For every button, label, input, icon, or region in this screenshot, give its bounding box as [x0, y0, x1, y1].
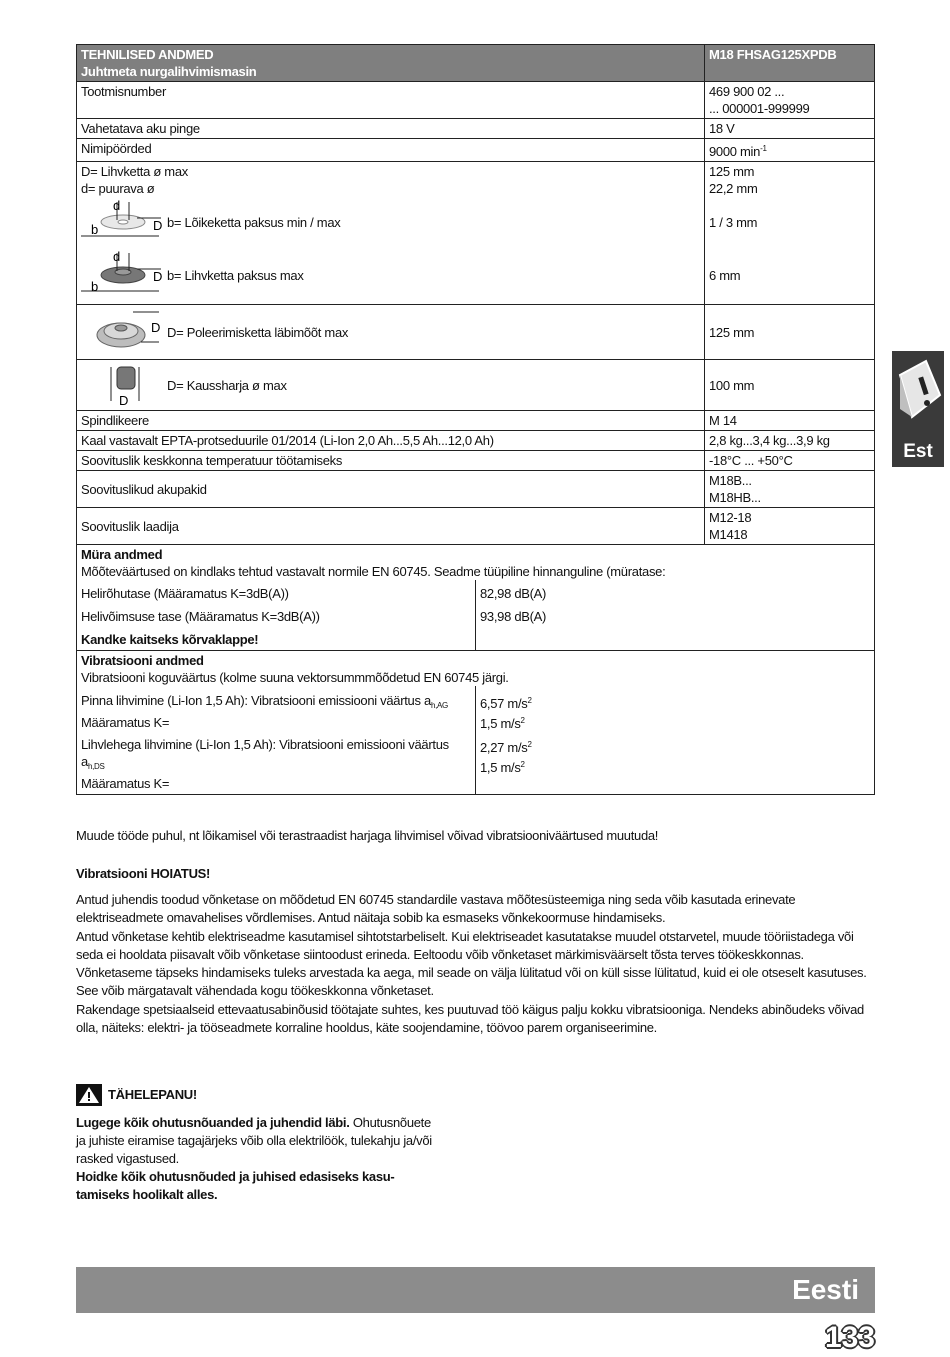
spec-label: b= Lõikeketta paksus min / max	[167, 214, 341, 230]
noise-intro: Mõõteväärtused on kindlaks tehtud vastavalt normile EN 60745. Seadme tüüpiline hinnanguline (müratase:	[81, 564, 666, 579]
spec-value-sup: -1	[760, 144, 767, 153]
spec-value: M12-18	[709, 510, 752, 525]
vibration-label: Lihvlehega lihvimine (Li-Ion 1,5 Ah): Vibratsiooni emissiooni väärtus a	[81, 737, 449, 769]
page-number: 133	[824, 1321, 875, 1354]
pic-label-D: D	[151, 320, 161, 335]
spec-value: 6 mm	[709, 267, 741, 283]
spec-label: Tootmisnumber	[77, 82, 705, 119]
vibration-warning-body	[76, 891, 876, 1037]
spec-value: 469 900 02 ...	[709, 84, 785, 99]
spec-label: d= puurava ø	[81, 181, 155, 196]
tech-data-table	[76, 44, 875, 795]
vibration-value: 6,57 m/s	[480, 696, 528, 711]
vibration-value: 2,27 m/s	[480, 740, 528, 755]
attention-bold-2: Hoidke kõik ohutusnõuded ja juhised edasiseks kasu-	[76, 1169, 395, 1184]
vibration-change-note: Muude tööde puhul, nt lõikamisel või terastraadist harjaga lihvimisel võivad vibratsiooniväärtused muutuda!	[76, 828, 659, 843]
cutting-disc-icon	[81, 198, 167, 246]
spec-value: 18 V	[705, 119, 875, 139]
spec-value: M 14	[705, 411, 875, 431]
language-side-tab	[892, 351, 944, 467]
spec-label: Soovituslikud akupakid	[77, 471, 705, 508]
vibration-label: Pinna lihvimine (Li-Ion 1,5 Ah): Vibratsiooni emissiooni väärtus a	[81, 693, 431, 708]
spec-label: D= Lihvketta ø max	[81, 164, 188, 179]
vibration-intro: Vibratsiooni koguväärtus (kolme suuna vektorsummmõõdetud EN 60745 järgi.	[81, 670, 509, 685]
noise-label: Helivõimsuse tase (Määramatus K=3dB(A))	[81, 609, 320, 624]
warning-triangle-icon	[76, 1084, 102, 1106]
pic-label-d: d	[113, 251, 120, 264]
attention-bold-2: tamiseks hoolikalt alles.	[76, 1187, 218, 1202]
unit-sup: 2	[520, 716, 525, 725]
grinding-disc-icon	[81, 251, 167, 299]
paragraph: Antud juhendis toodud võnketase on mõõdetud EN 60745 standardile vastava mõõtesüsteemiga ning seda võib kasutada erinevate elektriseadmete omavahelises võrdlemises. Antud näitaja sobib ka esmaseks võnkekoormuse hindamiseks.	[76, 892, 796, 926]
spec-label: Soovituslik keskkonna temperatuur töötamiseks	[77, 451, 705, 471]
footer-language: Eesti	[792, 1274, 859, 1305]
spec-value: 2,8 kg...3,4 kg...3,9 kg	[705, 431, 875, 451]
paragraph: Rakendage spetsiaalseid ettevaatusabinõusid töötajate suhtes, kes puutuvad töö käigus palju kokku vibratsiooniga. Nendeks abinõudeks võivad olla, näiteks: elektri- ja tööseadmete korraline hooldus, käte soojendamine, töövoo parem organiseerimine.	[76, 1001, 864, 1036]
spec-label: Soovituslik laadija	[77, 508, 705, 545]
vibration-title: Vibratsiooni andmed	[81, 653, 204, 668]
spec-value: M18HB...	[709, 490, 761, 505]
spec-label: D= Kaussharja ø max	[167, 377, 287, 393]
uncertainty-value: 1,5 m/s	[480, 716, 521, 731]
attention-text: rasked vigastused.	[76, 1151, 179, 1166]
hearing-protection-warning: Kandke kaitseks kõrvaklappe!	[81, 632, 259, 647]
table-subtitle: Juhtmeta nurgalihvimismasin	[81, 64, 257, 79]
spec-value: 1 / 3 mm	[709, 214, 758, 230]
spec-value: 125 mm	[709, 164, 755, 179]
attention-text: Ohutusnõuete	[349, 1115, 431, 1130]
vibration-label-sub: h,AG	[430, 701, 448, 710]
polishing-pad-icon	[81, 308, 167, 356]
pic-label-D: D	[119, 393, 129, 408]
vibration-warning-title: Vibratsiooni HOIATUS!	[76, 866, 211, 881]
model-name: M18 FHSAG125XPDB	[705, 45, 875, 82]
spec-value: M1418	[709, 527, 748, 542]
unit-sup: 2	[527, 696, 532, 705]
pic-label-b: b	[91, 279, 98, 294]
paragraph: Antud võnketase kehtib elektriseadme kasutamisel sihtotstarbeliselt. Kui elektriseadet kasutatakse muudel otstarvetel, muude tööriistadega või seda ei hooldata piisavalt võib võnketase siintoodust erineda. Eeltoodu võib võnketaset märkimisväärselt tõsta terves töökeskkonnas.	[76, 928, 854, 962]
spec-label: Spindlikeere	[77, 411, 705, 431]
noise-value: 93,98 dB(A)	[476, 602, 875, 625]
unit-sup: 2	[527, 740, 532, 749]
spec-value: ... 000001-999999	[709, 101, 810, 116]
vibration-label-sub: h,DS	[87, 762, 105, 771]
uncertainty-label: Määramatus K=	[81, 776, 170, 791]
attention-block	[76, 1084, 496, 1204]
side-tab-label: Est	[903, 441, 933, 462]
spec-value: M18B...	[709, 473, 752, 488]
noise-section	[77, 545, 875, 651]
pic-label-b: b	[91, 222, 98, 237]
spec-label: D= Poleerimisketta läbimõõt max	[167, 324, 349, 340]
spec-label: b= Lihvketta paksus max	[167, 267, 304, 283]
attention-title: TÄHELEPANU!	[108, 1087, 197, 1102]
unit-sup: 2	[520, 760, 525, 769]
spec-value: 125 mm	[705, 305, 875, 360]
caution-book-icon	[892, 355, 944, 435]
vibration-section	[77, 651, 875, 795]
noise-value: 82,98 dB(A)	[476, 580, 875, 602]
spec-value: -18°C ... +50°C	[705, 451, 875, 471]
cup-brush-icon	[81, 361, 167, 409]
paragraph: Võnketaseme täpseks hindamiseks tuleks arvestada ka aega, mil seade on välja lülitatud või on küll sisse lülitatud, kuid ei ole otseselt kasutuses. See võib märgatavalt vähendada kogu töökeskkonna võnketaset.	[76, 965, 867, 999]
pic-label-d: d	[113, 198, 120, 213]
spec-value: 100 mm	[705, 360, 875, 411]
spec-value: 22,2 mm	[709, 181, 758, 196]
table-title: TEHNILISED ANDMED	[81, 47, 214, 62]
footer-bar	[76, 1267, 875, 1313]
noise-label: Helirõhutase (Määramatus K=3dB(A))	[81, 586, 289, 601]
attention-bold-1: Lugege kõik ohutusnõuanded ja juhendid läbi.	[76, 1115, 350, 1130]
uncertainty-value: 1,5 m/s	[480, 760, 521, 775]
pic-label-D: D	[153, 269, 163, 284]
noise-title: Müra andmed	[81, 547, 163, 562]
pic-label-D: D	[153, 218, 163, 233]
spec-label: Kaal vastavalt EPTA-protseduurile 01/2014 (Li-Ion 2,0 Ah...5,5 Ah...12,0 Ah)	[77, 431, 705, 451]
spec-label: Vahetatava aku pinge	[77, 119, 705, 139]
attention-text: ja juhiste eiramise tagajärjeks võib olla elektrilöök, tulekahju ja/või	[76, 1133, 432, 1148]
spec-label: Nimipöörded	[77, 139, 705, 162]
uncertainty-label: Määramatus K=	[81, 715, 170, 730]
spec-value: 9000 min	[709, 144, 761, 159]
